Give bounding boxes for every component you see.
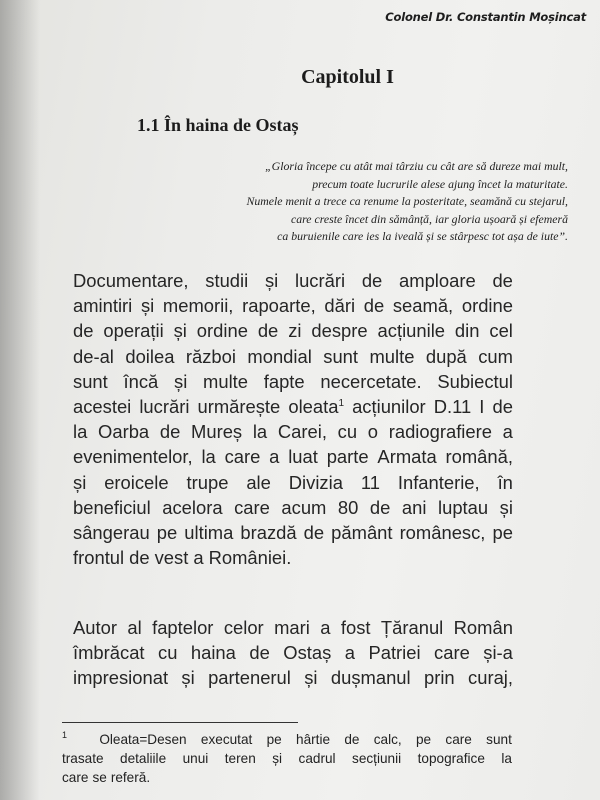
word: a: [269, 446, 280, 468]
word: de: [361, 270, 383, 291]
word: acelora: [162, 496, 223, 518]
text-line: [73, 344, 513, 369]
epigraph-line: Numele menit a trece ca renume la posteritate, seamănă cu stejarul,: [246, 194, 568, 209]
word: și: [174, 370, 188, 392]
word: care: [224, 446, 261, 468]
word: haina: [190, 642, 236, 664]
word: pe: [492, 522, 513, 544]
word: care: [62, 770, 89, 785]
word: necercetate.: [320, 370, 422, 392]
word: ultima: [184, 522, 234, 544]
word: impresionat: [73, 667, 169, 689]
paragraph-2: [73, 615, 513, 691]
word: Oarba: [98, 421, 150, 443]
word: care: [434, 642, 470, 664]
epigraph-line: „Gloria începe cu atât mai târziu cu cât are să dureze mai mult,: [265, 159, 568, 173]
word: dări: [324, 295, 356, 317]
paragraph-1: [73, 268, 513, 570]
epigraph-line: precum toate lucrurile alese ajung încet la maturitate.: [312, 176, 568, 191]
word: vest: [154, 547, 189, 569]
word: în: [497, 471, 513, 493]
word: D.11: [433, 396, 472, 418]
word: cel: [489, 320, 513, 342]
word: Oleata=Desen: [99, 732, 187, 747]
word: multe: [369, 345, 415, 367]
word: pe: [416, 732, 432, 747]
word: care: [234, 496, 270, 518]
word: sunt: [323, 345, 359, 367]
word: operații: [103, 320, 164, 342]
word: ordine: [461, 295, 513, 317]
word: partenerul: [208, 667, 291, 689]
word: cu: [337, 421, 358, 443]
text-line: [73, 640, 513, 665]
word: Mureș: [191, 421, 243, 443]
word: despre: [311, 320, 368, 342]
word: și: [264, 270, 279, 291]
word: Ostaș: [283, 642, 332, 664]
word: urmărește: [197, 396, 281, 418]
word: radiografiere: [388, 421, 492, 443]
footnote-number: 1: [62, 730, 68, 740]
word: acestei: [73, 396, 132, 418]
word: României.: [208, 547, 292, 569]
word: teren: [224, 751, 256, 766]
word: cadrul: [298, 751, 336, 766]
word: mondial: [247, 345, 312, 367]
word: Autor: [73, 617, 117, 638]
section-title: 1.1 În haina de Ostaș: [137, 115, 299, 135]
word: ordine: [196, 320, 248, 342]
word: încă: [123, 370, 159, 392]
word: și: [499, 496, 513, 518]
word: calc,: [373, 732, 402, 747]
word: la: [501, 751, 512, 766]
word: sunt: [73, 370, 108, 392]
word: de: [369, 496, 391, 518]
text-line: [73, 665, 513, 690]
word: și: [181, 667, 195, 689]
word: amploare: [399, 270, 476, 291]
running-header: Colonel Dr. Constantin Moșincat: [385, 10, 586, 24]
word: mari: [274, 617, 310, 638]
word: a: [320, 617, 331, 638]
word: cu: [158, 642, 178, 664]
epigraph-line: ca buruienile care ies la iveală și se stârpesc tot așa de iute”.: [277, 229, 568, 244]
word: Patriei: [368, 642, 421, 664]
word: de: [129, 547, 150, 569]
word: rapoarte,: [242, 295, 316, 317]
word: Armata: [377, 446, 437, 468]
word: la: [252, 421, 268, 443]
word: de: [344, 732, 360, 747]
word: ani: [401, 496, 427, 518]
text-line: [73, 545, 513, 570]
word: cum: [478, 345, 513, 367]
word: eroicele: [104, 471, 169, 493]
word: Carei,: [277, 421, 327, 443]
word: de: [492, 396, 513, 418]
footnote-divider: [62, 722, 298, 723]
word: lucrări: [294, 270, 346, 291]
word: sunt: [486, 732, 512, 747]
word: română,: [445, 446, 513, 468]
word: se: [92, 770, 107, 785]
word: și: [140, 295, 155, 317]
word: trupe: [186, 471, 229, 493]
word: fost: [340, 617, 371, 638]
word: îmbrăcat: [73, 642, 145, 664]
word: oleata$^1$: [288, 396, 345, 418]
word: de: [492, 270, 513, 291]
word: de: [303, 522, 325, 544]
word: frontul: [73, 547, 125, 569]
word: 11: [360, 471, 380, 493]
word: Român: [453, 617, 513, 638]
text-line: [62, 749, 512, 768]
text-line: [73, 520, 513, 545]
word: I: [479, 396, 485, 418]
word: seamă,: [392, 295, 454, 317]
word: Divizia: [288, 471, 343, 493]
word: Subiectul: [437, 370, 513, 392]
text-line: [73, 444, 513, 469]
word: luat: [288, 446, 318, 468]
page-gutter-shadow: [0, 0, 40, 800]
word: secțiunii: [352, 751, 402, 766]
word: fapte: [263, 370, 305, 392]
text-line: [62, 730, 512, 749]
word: detaliile: [120, 751, 167, 766]
word: de: [257, 320, 279, 342]
word: de: [363, 295, 385, 317]
word: românesc,: [399, 522, 486, 544]
text-line: [73, 293, 513, 318]
word: executat: [200, 732, 253, 747]
word: război: [185, 345, 236, 367]
word: parte: [326, 446, 369, 468]
word: a: [502, 421, 513, 443]
word: acum: [281, 496, 327, 518]
word: evenimentelor,: [73, 446, 193, 468]
word: pământ: [331, 522, 393, 544]
word: de: [159, 421, 181, 443]
word: a: [344, 642, 355, 664]
word: la: [73, 421, 88, 443]
word: brazdă: [240, 522, 297, 544]
word: luptau: [438, 496, 489, 518]
word: de: [73, 320, 94, 342]
word: și: [73, 471, 87, 493]
word: trasate: [62, 751, 104, 766]
word: de: [249, 642, 270, 664]
word: care: [445, 732, 472, 747]
word: unui: [182, 751, 209, 766]
word: zi: [288, 320, 302, 342]
word: multe: [203, 370, 248, 392]
word: dușmanul: [330, 667, 411, 689]
word: la: [201, 446, 216, 468]
word: din: [454, 320, 480, 342]
word: Documentare,: [73, 270, 189, 291]
text-line: [73, 470, 513, 495]
word: curaj,: [468, 667, 513, 689]
word: memorii,: [162, 295, 234, 317]
word: referă.: [110, 770, 151, 785]
word: faptelor: [152, 617, 214, 638]
word: al: [127, 617, 142, 638]
word: Țăranul: [380, 617, 444, 638]
word: o: [367, 421, 379, 443]
word: celor: [223, 617, 264, 638]
word: acțiunilor: [352, 396, 426, 418]
word: lucrări: [139, 396, 190, 418]
word: hârtie: [296, 732, 331, 747]
text-line: [73, 394, 513, 419]
text-line: [73, 369, 513, 394]
word: pe: [156, 522, 178, 544]
text-line: [73, 615, 513, 640]
word: ale: [246, 471, 271, 493]
word: sângerau: [73, 522, 150, 544]
word: doilea: [125, 345, 175, 367]
word: a: [193, 547, 204, 569]
chapter-title: Capitolul I: [301, 66, 394, 88]
word: și: [173, 320, 187, 342]
word: și: [272, 751, 283, 766]
epigraph-line: care creste încet din sămânță, iar gloria ușoară și efemeră: [291, 211, 568, 226]
word: beneficiul: [73, 496, 151, 518]
footnote-reference[interactable]: 1: [338, 397, 345, 409]
word: 80: [337, 496, 359, 518]
word: și-a: [483, 642, 513, 664]
word: pe: [266, 732, 282, 747]
text-line: [62, 768, 512, 787]
text-line: [73, 419, 513, 444]
footnote: [62, 730, 512, 787]
text-line: [73, 268, 513, 293]
epigraph: [98, 158, 568, 246]
word: după: [425, 345, 467, 367]
word: topografice: [417, 751, 485, 766]
word: acțiunile: [377, 320, 446, 342]
word: amintiri: [73, 295, 133, 317]
word: studii: [205, 270, 249, 291]
text-line: [73, 318, 513, 343]
word: și: [304, 667, 318, 689]
word: prin: [423, 667, 455, 689]
text-line: [73, 495, 513, 520]
word: Infanterie,: [397, 471, 480, 493]
word: de-al: [73, 345, 114, 367]
